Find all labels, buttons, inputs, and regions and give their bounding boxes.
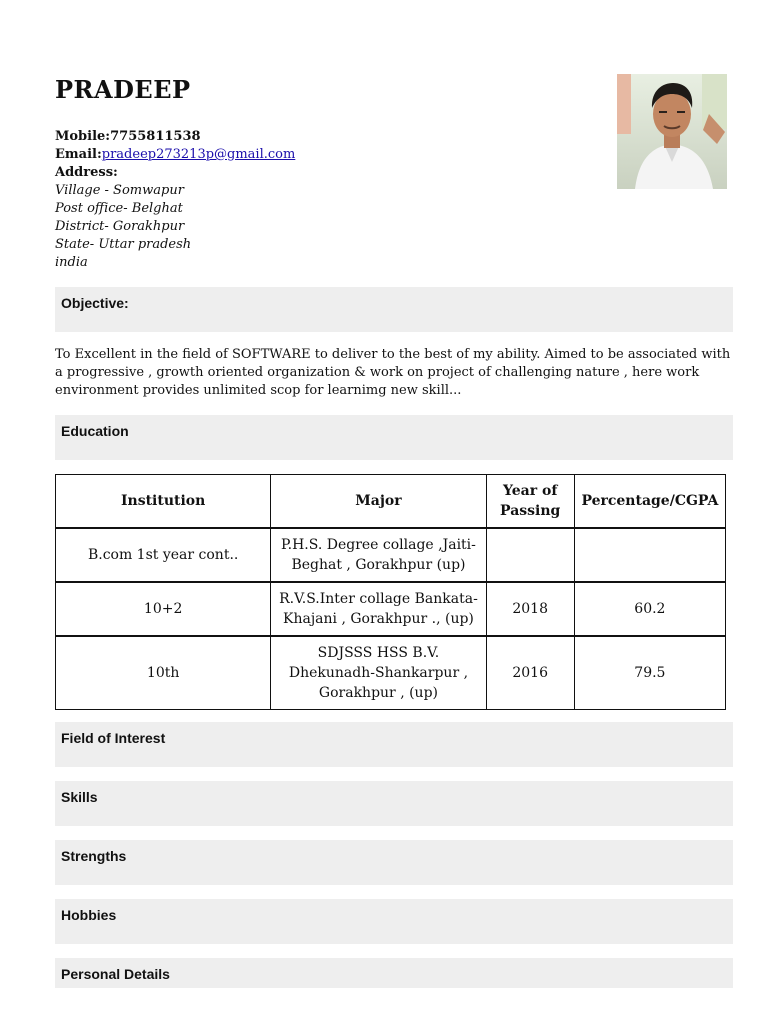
- email-label: Email:: [55, 147, 102, 162]
- section-field-of-interest: [55, 722, 733, 767]
- section-strengths: [55, 840, 733, 885]
- section-personal-details: [55, 958, 733, 988]
- email-row: [55, 146, 295, 164]
- section-objective: [55, 287, 733, 332]
- section-title: Objective:: [61, 295, 129, 311]
- table-cell: 10th: [56, 636, 271, 710]
- address-line: District- Gorakhpur: [55, 219, 185, 234]
- table-cell: 60.2: [574, 582, 725, 636]
- mobile-label: Mobile:: [55, 129, 111, 144]
- table-header-row: [56, 475, 726, 529]
- address-line: State- Uttar pradesh: [55, 237, 192, 252]
- table-cell: 2016: [486, 636, 574, 710]
- address-line: Post office- Belghat: [55, 201, 183, 216]
- table-header-cell: Percentage/CGPA: [574, 475, 725, 529]
- section-title: Field of Interest: [61, 730, 166, 746]
- section-title: Hobbies: [61, 907, 117, 923]
- table-cell: 79.5: [574, 636, 725, 710]
- mobile-value: 7755811538: [110, 129, 201, 144]
- section-title: Personal Details: [61, 966, 170, 982]
- table-row: [56, 636, 726, 710]
- section-education: [55, 415, 733, 460]
- education-table: [55, 474, 726, 710]
- mobile-row: [55, 128, 295, 146]
- table-header-cell: Institution: [56, 475, 271, 529]
- address-row: [55, 164, 295, 182]
- email-link[interactable]: pradeep273213p@gmail.com: [101, 147, 296, 162]
- address-line: india: [55, 255, 88, 270]
- table-cell: [486, 528, 574, 582]
- address-label: Address:: [55, 165, 118, 180]
- table-cell: P.H.S. Degree collage ,Jaiti-Beghat , Gorakhpur (up): [271, 528, 486, 582]
- address-line: Village - Somwapur: [55, 183, 184, 198]
- objective-text: To Excellent in the field of SOFTWARE to deliver to the best of my ability. Aimed to be associated with a progressive , growth oriented organization & work on project of challenging nature , here work environment provides unlimited scop for learnimg new skill...: [55, 347, 731, 398]
- contact-block: [55, 128, 295, 272]
- table-header-cell: Major: [271, 475, 486, 529]
- table-cell: [574, 528, 725, 582]
- table-cell: B.com 1st year cont..: [56, 528, 271, 582]
- table-cell: 2018: [486, 582, 574, 636]
- section-title: Education: [61, 423, 129, 439]
- table-cell: 10+2: [56, 582, 271, 636]
- table-header-cell: Year of Passing: [486, 475, 574, 529]
- table-row: [56, 528, 726, 582]
- section-title: Skills: [61, 789, 98, 805]
- profile-photo: [617, 74, 727, 189]
- table-row: [56, 582, 726, 636]
- table-cell: R.V.S.Inter collage Bankata-Khajani , Gorakhpur ., (up): [271, 582, 486, 636]
- section-title: Strengths: [61, 848, 127, 864]
- profile-photo-icon: [617, 74, 727, 189]
- candidate-name: PRADEEP: [55, 75, 191, 104]
- table-cell: SDJSSS HSS B.V. Dhekunadh-Shankarpur , Gorakhpur , (up): [271, 636, 486, 710]
- section-hobbies: [55, 899, 733, 944]
- section-skills: [55, 781, 733, 826]
